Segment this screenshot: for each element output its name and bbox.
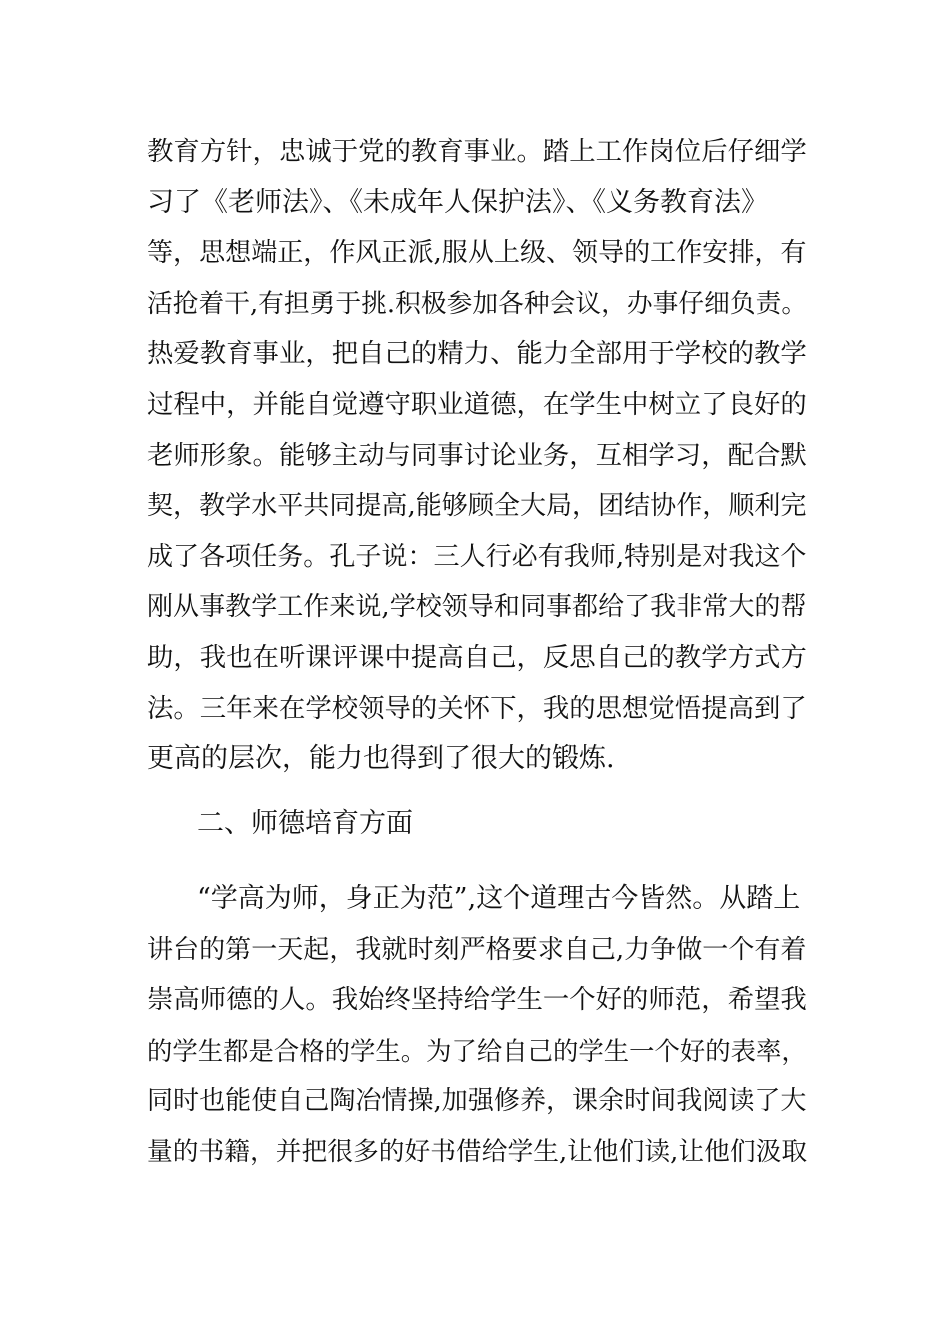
text-line: 过程中，并能自觉遵守职业道德，在学生中树立了良好的 xyxy=(147,388,807,420)
text-line: 更高的层次，能力也得到了很大的锻炼. xyxy=(147,743,615,775)
text-line: 热爱教育事业，把自己的精力、能力全部用于学校的教学 xyxy=(147,338,807,370)
text-line: 助，我也在听课评课中提高自己，反思自己的教学方式方 xyxy=(147,641,807,673)
text-line: 崇高师德的人。我始终坚持给学生一个好的师范，希望我 xyxy=(147,984,807,1016)
text-line: 法。三年来在学校领导的关怀下，我的思想觉悟提高到了 xyxy=(147,692,807,724)
paragraph-1 xyxy=(147,127,807,785)
text-line: 刚从事教学工作来说,学校领导和同事都给了我非常大的帮 xyxy=(147,592,807,623)
text-line: “学高为师，身正为范”,这个道理古今皆然。从踏上 xyxy=(197,883,801,914)
text-line: 老师形象。能够主动与同事讨论业务，互相学习，配合默 xyxy=(147,439,807,471)
text-line: 习了《老师法》、《未成年人保护法》、《义务教育法》 xyxy=(147,186,768,218)
text-line: 讲台的第一天起，我就时刻严格要求自己,力争做一个有着 xyxy=(147,934,807,965)
text-line: 教育方针，忠诚于党的教育事业。踏上工作岗位后仔细学 xyxy=(147,136,807,167)
text-line: 活抢着干,有担勇于挑.积极参加各种会议，办事仔细负责。 xyxy=(147,288,808,319)
text-line: 同时也能使自己陶冶情操,加强修养，课余时间我阅读了大 xyxy=(147,1086,807,1117)
paragraph-2 xyxy=(147,874,807,1178)
section-heading xyxy=(147,799,807,850)
text-line: 成了各项任务。孔子说：三人行必有我师,特别是对我这个 xyxy=(147,541,807,572)
text-line: 契，教学水平共同提高,能够顾全大局，团结协作，顺利完 xyxy=(147,491,807,522)
text-line: 等，思想端正，作风正派,服从上级、领导的工作安排，有 xyxy=(147,238,807,269)
section-heading-text: 二、师德培育方面 xyxy=(197,808,413,839)
text-line: 量的书籍，并把很多的好书借给学生,让他们读,让他们汲取 xyxy=(147,1136,808,1167)
text-line: 的学生都是合格的学生。为了给自己的学生一个好的表率， xyxy=(147,1035,807,1066)
